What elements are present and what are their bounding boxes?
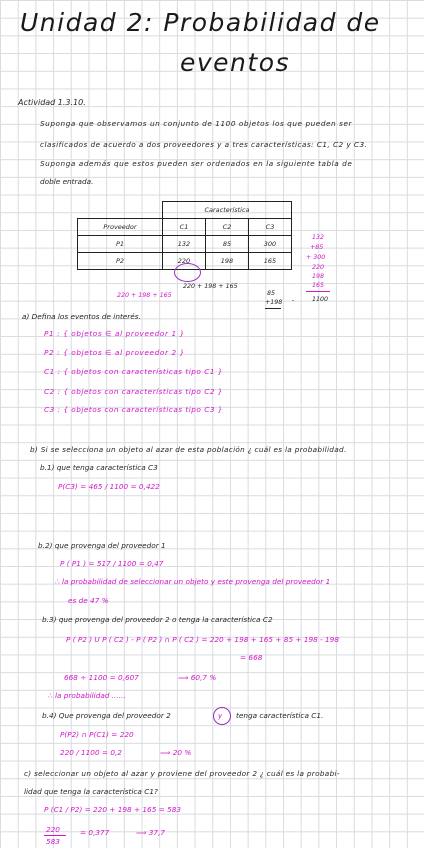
b2-note-2: es de 47 % — [68, 596, 109, 605]
side-calc-item: 198 — [312, 273, 325, 280]
part-c-calc-1: P (C1 / P2) = 220 + 198 + 165 = 583 — [44, 805, 182, 814]
table-row-label: Proveedor — [78, 219, 163, 236]
mid-calc-line — [265, 308, 281, 309]
table-col-c3: C3 — [249, 219, 292, 236]
event-def: P2 : { objetos ∈ al proveedor 2 } — [44, 348, 185, 357]
b2-calc: P ( P1 ) = 517 / 1100 = 0,47 — [60, 559, 164, 568]
b4-result: ⟹ 20 % — [160, 748, 192, 757]
b1-label: b.1) que tenga característica C3 — [40, 463, 158, 472]
side-calc-item: +85 — [310, 244, 324, 251]
page-title-line2: eventos — [180, 48, 291, 77]
side-calc-item: 165 — [312, 282, 325, 289]
under-left-sum: 220 + 198 + 165 — [117, 292, 172, 299]
part-b-label: b) Si se selecciona un objeto al azar de esta población ¿ cuál es la probabilidad. — [30, 445, 347, 454]
part-c-numerator: 220 — [46, 825, 60, 834]
b4-label-1: b.4) Que provenga del proveedor 2 — [42, 711, 171, 720]
table-cell: 132 — [163, 236, 206, 253]
side-calc-sumline — [306, 291, 330, 292]
part-c-line-2: lidad que tenga la característica C1? — [24, 787, 158, 796]
part-c-calc-2: = 0,377 — [80, 828, 110, 837]
table-col-c1: C1 — [163, 219, 206, 236]
table-cell: 300 — [249, 236, 292, 253]
table-row-p1-label: P1 — [78, 236, 163, 253]
table-corner — [78, 202, 163, 219]
b3-note: ∴ la probabilidad ...... — [48, 691, 126, 700]
activity-label: Actividad 1.3.10. — [18, 98, 86, 107]
fraction-bar — [44, 835, 66, 836]
table-col-c2: C2 — [206, 219, 249, 236]
b3-calc-1: P ( P2 ) U P ( C2 ) - P ( P2 ) ∩ P ( C2 ) = 220 + 198 + 165 + 85 + 198 - 198 — [66, 635, 339, 644]
event-def: C2 : { objetos con características tipo C2 } — [44, 387, 223, 396]
event-def: C3 : { objetos con características tipo C3 } — [44, 405, 223, 414]
side-calc-item: + 300 — [306, 254, 326, 261]
part-a-label: a) Defina los eventos de interés. — [22, 312, 141, 321]
mid-calc-85: 85 — [267, 290, 276, 297]
side-calc-item: 220 — [312, 264, 325, 271]
mid-calc-198: +198 — [265, 299, 283, 306]
part-c-denominator: 583 — [46, 837, 60, 846]
b3-calc-2: = 668 — [240, 653, 263, 662]
intro-line-4: doble entrada. — [40, 177, 94, 186]
b2-label: b.2) que provenga del proveedor 1 — [38, 541, 166, 550]
table-cell: 198 — [206, 253, 249, 270]
table-cell: 220 — [163, 253, 206, 270]
circled-y — [213, 707, 231, 725]
b4-calc-2: 220 / 1100 = 0,2 — [60, 748, 122, 757]
intro-line-1: Suponga que observamos un conjunto de 1100 objetos los que pueden ser — [40, 119, 353, 128]
b4-y: y — [218, 711, 223, 720]
circled-220 — [174, 263, 201, 282]
under-table-sum: 220 + 198 + 165 — [183, 283, 238, 290]
intro-line-2: clasificados de acuerdo a dos proveedores y a tres características: C1, C2 y C3. — [40, 140, 368, 149]
table-row-p2-label: P2 — [78, 253, 163, 270]
table-cell: 165 — [249, 253, 292, 270]
mid-calc-minus: - — [292, 297, 295, 304]
b3-calc-3: 668 ÷ 1100 = 0,607 — [64, 673, 139, 682]
side-calc-item: 132 — [312, 234, 325, 241]
intro-line-3: Suponga además que estos pueden ser ordenados en la siguiente tabla de — [40, 159, 353, 168]
table-header: Característica — [163, 202, 292, 219]
part-c-line-1: c) seleccionar un objeto al azar y proviene del proveedor 2 ¿ cuál es la probabi- — [24, 769, 340, 778]
page-title-line1: Unidad 2: Probabilidad de — [20, 8, 381, 37]
b3-label: b.3) que provenga del proveedor 2 o tenga la característica C2 — [42, 615, 273, 624]
side-calc-result: 1100 — [312, 296, 329, 303]
event-def: C1 : { objetos con características tipo C1 } — [44, 367, 223, 376]
b4-label-2: tenga característica C1. — [236, 711, 324, 720]
event-def: P1 : { objetos ∈ al proveedor 1 } — [44, 329, 185, 338]
b2-note-1: ∴ la probabilidad de seleccionar un objeto y este provenga del proveedor 1 — [55, 577, 331, 586]
b4-calc-1: P(P2) ∩ P(C1) = 220 — [60, 730, 134, 739]
part-c-result: ⟹ 37,7 — [136, 828, 166, 837]
b1-calc: P(C3) = 465 / 1100 = 0,422 — [58, 482, 160, 491]
b3-result: ⟹ 60,7 % — [178, 673, 217, 682]
contingency-table — [77, 201, 292, 270]
table-cell: 85 — [206, 236, 249, 253]
